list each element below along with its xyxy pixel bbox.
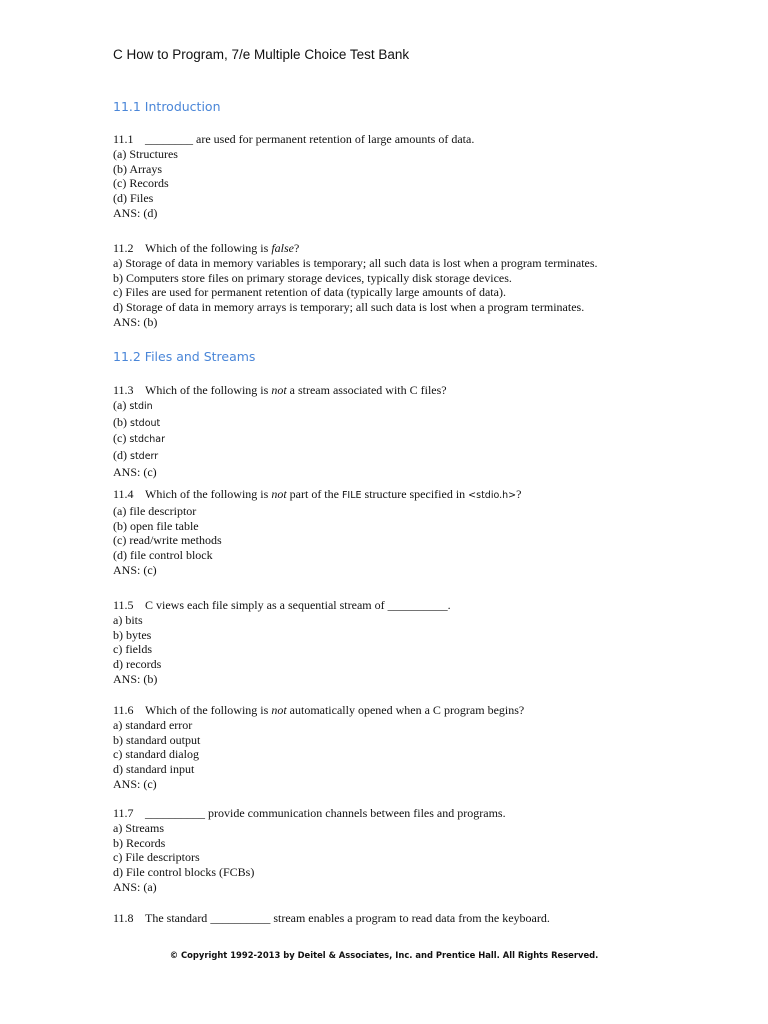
question-number: 11.6 bbox=[113, 703, 134, 717]
option-d bbox=[113, 448, 713, 465]
option-c: c) Files are used for permanent retention of data (typically large amounts of data). bbox=[113, 285, 506, 300]
option-code: stdout bbox=[130, 417, 161, 429]
question-11-1 bbox=[113, 132, 713, 221]
answer-blank: __________ bbox=[145, 806, 205, 820]
question-11-3 bbox=[113, 383, 713, 480]
question-text-end: . bbox=[447, 598, 451, 612]
code-header: <stdio.h> bbox=[468, 490, 517, 501]
option-c: (c) read/write methods bbox=[113, 533, 222, 548]
answer-blank: __________ bbox=[387, 598, 448, 612]
question-stem bbox=[113, 383, 713, 398]
question-number: 11.7 bbox=[113, 806, 134, 820]
emphasis-text: not bbox=[271, 703, 287, 717]
option-d: d) standard input bbox=[113, 762, 195, 777]
answer-key: ANS: (a) bbox=[113, 879, 157, 894]
question-11-4 bbox=[113, 487, 713, 578]
option-a: a) bits bbox=[113, 612, 143, 627]
question-text-end: stream enables a program to read data from the keyboard. bbox=[270, 911, 550, 925]
question-number: 11.1 bbox=[113, 132, 134, 146]
question-stem bbox=[113, 703, 713, 718]
answer-key: ANS: (c) bbox=[113, 562, 157, 577]
question-text-end: a stream associated with C files? bbox=[286, 383, 447, 397]
option-a: a) Storage of data in memory variables is temporary; all such data is lost when a program terminates. bbox=[113, 255, 598, 270]
question-11-6 bbox=[113, 703, 713, 792]
option-d: (d) Files bbox=[113, 191, 154, 206]
question-stem bbox=[113, 806, 713, 821]
emphasis-text: not bbox=[271, 383, 287, 397]
option-b: b) Computers store files on primary storage devices, typically disk storage devices. bbox=[113, 270, 512, 285]
option-b: b) Records bbox=[113, 835, 166, 850]
option-b: (b) Arrays bbox=[113, 161, 162, 176]
question-text: C views each file simply as a sequential stream of bbox=[145, 598, 388, 612]
option-c: c) standard dialog bbox=[113, 747, 199, 762]
option-c: (c) Records bbox=[113, 176, 169, 191]
question-stem bbox=[113, 598, 713, 613]
question-number: 11.8 bbox=[113, 911, 134, 925]
question-11-7 bbox=[113, 806, 713, 895]
option-d: (d) file control block bbox=[113, 548, 213, 563]
option-a bbox=[113, 398, 713, 415]
answer-key: ANS: (b) bbox=[113, 671, 158, 686]
question-text: Which of the following is bbox=[145, 241, 272, 255]
section-heading-files-and-streams: 11.2 Files and Streams bbox=[113, 349, 256, 364]
option-a: a) Streams bbox=[113, 820, 164, 835]
option-letter: (b) bbox=[113, 414, 130, 429]
option-a: a) standard error bbox=[113, 717, 193, 732]
option-letter: (a) bbox=[113, 397, 130, 412]
question-text-end: ? bbox=[293, 241, 300, 255]
option-letter: (d) bbox=[113, 448, 130, 463]
option-c bbox=[113, 431, 713, 448]
question-stem bbox=[113, 911, 713, 926]
emphasis-text: false bbox=[271, 241, 294, 255]
option-a: (a) Structures bbox=[113, 146, 178, 161]
question-stem bbox=[113, 487, 713, 504]
question-text-mid: part of the bbox=[286, 487, 342, 501]
option-b bbox=[113, 415, 713, 432]
option-b: b) standard output bbox=[113, 732, 201, 747]
code-file: FILE bbox=[341, 490, 362, 501]
option-b: b) bytes bbox=[113, 627, 152, 642]
question-number: 11.5 bbox=[113, 598, 134, 612]
question-text: The standard bbox=[145, 911, 211, 925]
question-text: Which of the following is bbox=[145, 383, 272, 397]
answer-key: ANS: (c) bbox=[113, 776, 157, 791]
question-text: Which of the following is bbox=[145, 487, 272, 501]
question-stem bbox=[113, 241, 713, 256]
question-11-8 bbox=[113, 911, 713, 926]
question-text: provide communication channels between files and programs. bbox=[205, 806, 506, 820]
question-number: 11.2 bbox=[113, 241, 134, 255]
document-title: C How to Program, 7/e Multiple Choice Test Bank bbox=[113, 47, 410, 62]
question-11-2 bbox=[113, 241, 713, 330]
copyright-footer: © Copyright 1992-2013 by Deitel & Associates, Inc. and Prentice Hall. All Rights Reserved. bbox=[169, 950, 599, 960]
question-11-5 bbox=[113, 598, 713, 687]
emphasis-text: not bbox=[271, 487, 287, 501]
answer-blank: __________ bbox=[210, 911, 271, 925]
question-text-end: ? bbox=[516, 487, 522, 501]
question-text: Which of the following is bbox=[145, 703, 272, 717]
option-c: c) File descriptors bbox=[113, 850, 200, 865]
option-b: (b) open file table bbox=[113, 518, 199, 533]
option-d: d) File control blocks (FCBs) bbox=[113, 865, 255, 880]
question-text-mid2: structure specified in bbox=[361, 487, 469, 501]
option-code: stdchar bbox=[129, 434, 166, 446]
answer-key: ANS: (c) bbox=[113, 464, 157, 479]
answer-blank: ________ bbox=[145, 132, 193, 146]
answer-key: ANS: (d) bbox=[113, 205, 158, 220]
option-code: stderr bbox=[130, 451, 159, 463]
option-a: (a) file descriptor bbox=[113, 503, 197, 518]
question-number: 11.3 bbox=[113, 383, 134, 397]
question-text-end: automatically opened when a C program begins? bbox=[286, 703, 525, 717]
option-code: stdin bbox=[129, 400, 153, 412]
question-text: are used for permanent retention of large amounts of data. bbox=[193, 132, 475, 146]
question-stem bbox=[113, 132, 713, 147]
option-letter: (c) bbox=[113, 431, 130, 446]
option-d: d) records bbox=[113, 657, 162, 672]
answer-key: ANS: (b) bbox=[113, 314, 158, 329]
question-number: 11.4 bbox=[113, 487, 134, 501]
option-d: d) Storage of data in memory arrays is temporary; all such data is lost when a program terminates. bbox=[113, 300, 585, 315]
section-heading-introduction: 11.1 Introduction bbox=[113, 99, 221, 114]
option-c: c) fields bbox=[113, 642, 152, 657]
